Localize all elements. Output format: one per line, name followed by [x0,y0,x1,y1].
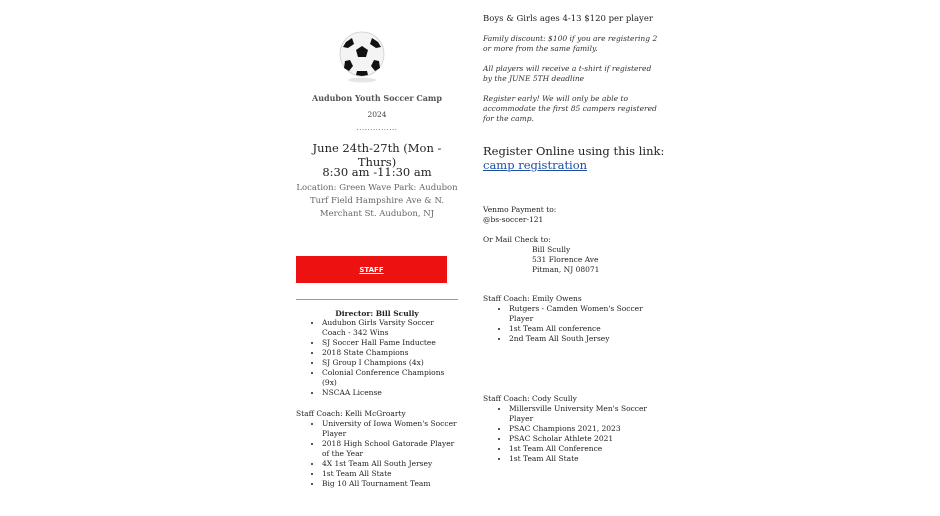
list-item: • 2nd Team All South Jersey [509,334,658,344]
mail-street: 531 Florence Ave [532,255,599,264]
list-item: • Colonial Conference Champions (9x) [322,368,458,388]
coach-kelli-section [296,409,458,489]
director-list [296,318,458,398]
list-item: • SJ Soccer Hall Fame Inductee [322,338,458,348]
info-column [483,14,658,134]
director-heading: Director: Bill Scully [335,309,419,318]
coach-list [483,404,658,464]
list-item: • 1st Team All Conference [509,444,658,454]
list-item: • Millersville University Men's Soccer Player [509,404,658,424]
list-item: • 1st Team All conference [509,324,658,334]
coach-heading: Staff Coach: Cody Scully [483,394,577,403]
list-item: • SJ Group I Champions (4x) [322,358,458,368]
coach-heading: Staff Coach: Emily Owens [483,294,582,303]
list-item: • Audubon Girls Varsity Soccer Coach - 342 Wins [322,318,458,338]
register-online-label: Register Online using this link: [483,144,665,158]
coach-heading: Staff Coach: Kelli McGroarty [296,409,406,418]
list-item: • 1st Team All State [509,454,658,464]
venmo-block [483,205,556,225]
dotted-separator: ............... [356,124,398,132]
list-item: • PSAC Scholar Athlete 2021 [509,434,658,444]
camp-registration-link[interactable]: camp registration [483,158,588,172]
venmo-label: Venmo Payment to: [483,205,557,214]
list-item: • 1st Team All State [322,469,458,479]
director-section [296,309,458,398]
coach-list [296,419,458,489]
mail-name: Bill Scully [532,245,571,254]
register-online-block [483,144,673,172]
list-item: • Rutgers - Camden Women's Soccer Player [509,304,658,324]
camp-year: 2024 [367,110,387,119]
list-item: • Big 10 All Tournament Team [322,479,458,489]
soccer-ball-icon [334,28,390,84]
coach-emily-section [483,294,658,344]
list-item: • PSAC Champions 2021, 2023 [509,424,658,434]
list-item: • 4X 1st Team All South Jersey [322,459,458,469]
list-item: • 2018 State Champions [322,348,458,358]
soccer-ball-image [334,28,390,84]
staff-button[interactable]: STAFF [296,256,447,283]
camp-time: 8:30 am -11:30 am [322,165,432,179]
family-discount-text: Family discount: $100 if you are registering 2 or more from the same family. [483,34,658,53]
tshirt-text: All players will receive a t-shirt if registered by the JUNE 5TH deadline [483,64,652,83]
coach-list [483,304,658,344]
list-item: • University of Iowa Women's Soccer Player [322,419,458,439]
divider [296,299,458,300]
mail-heading: Or Mail Check to: [483,235,551,244]
camp-location: Location: Green Wave Park: Audubon Turf Field Hampshire Ave & N. Merchant St. Audubon, NJ [296,183,458,219]
register-early-text: Register early! We will only be able to accommodate the first 85 campers registered for the camp. [483,94,657,123]
coach-cody-section [483,394,658,464]
list-item: • 2018 High School Gatorade Player of the Year [322,439,458,459]
venmo-handle: @bs-soccer-121 [483,215,544,224]
list-item: • NSCAA License [322,388,458,398]
mail-city: Pitman, NJ 08071 [532,265,600,274]
mail-check-block [483,235,599,275]
pricing-text: Boys & Girls ages 4-13 $120 per player [483,14,653,24]
camp-dates: June 24th-27th (Mon - Thurs) [312,141,442,169]
camp-title: Audubon Youth Soccer Camp [312,93,442,103]
